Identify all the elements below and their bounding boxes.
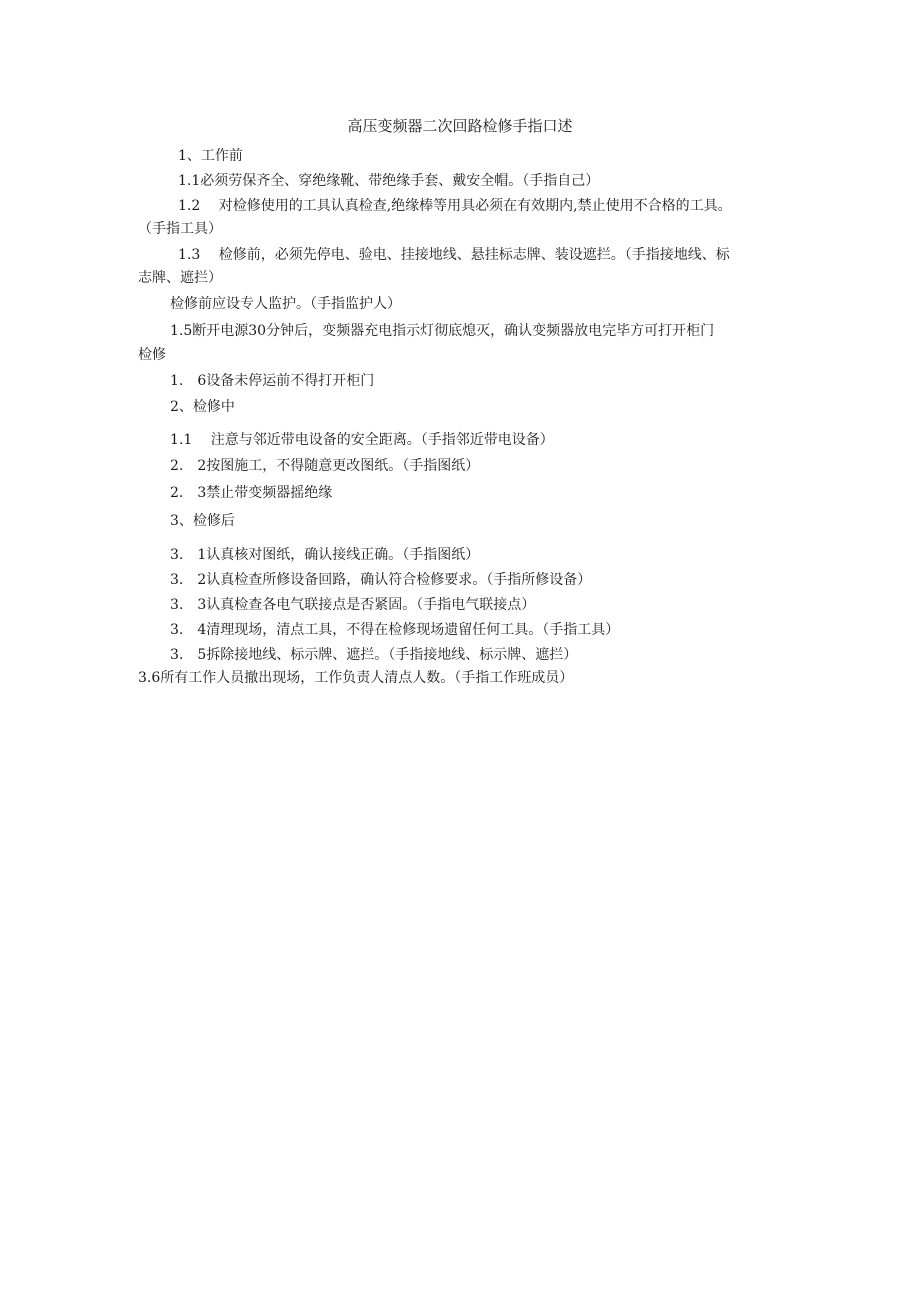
list-item-1-3-cont: 志牌、遮拦） xyxy=(138,270,222,286)
list-item-1-2-cont: （手指工具） xyxy=(138,221,222,237)
list-item-3-6: 3.6所有工作人员撤出现场，工作负责人清点人数。（手指工作班成员） xyxy=(138,670,574,686)
list-item-3-4: 3. 4清理现场，清点工具，不得在检修现场遗留任何工具。（手指工具） xyxy=(170,622,620,638)
list-item-2-3: 2. 3禁止带变频器摇绝缘 xyxy=(170,485,333,501)
list-item-3-2: 3. 2认真检查所修设备回路，确认符合检修要求。（手指所修设备） xyxy=(170,572,592,588)
list-item-3-5: 3. 5拆除接地线、标示牌、遮拦。（手指接地线、标示牌、遮拦） xyxy=(170,647,578,663)
list-item-1-3: 1.3 检修前，必须先停电、验电、挂接地线、悬挂标志牌、装设遮拦。（手指接地线、标 xyxy=(178,247,730,263)
list-item-1-1: 1.1必须劳保齐全、穿绝缘靴、带绝缘手套、戴安全帽。（手指自己） xyxy=(178,173,600,189)
list-item-3-3: 3. 3认真检查各电气联接点是否紧固。（手指电气联接点） xyxy=(170,597,536,613)
list-item-1-5-cont: 检修 xyxy=(138,347,166,363)
list-item-1-5: 1.5断开电源30分钟后，变频器充电指示灯彻底熄灭，确认变频器放电完毕方可打开柜门 xyxy=(170,323,715,339)
section-heading-after-work: 3、检修后 xyxy=(170,513,235,529)
list-item-2-1: 1.1 注意与邻近带电设备的安全距离。（手指邻近带电设备） xyxy=(170,432,554,448)
list-item-3-1: 3. 1认真核对图纸，确认接线正确。（手指图纸） xyxy=(170,547,480,563)
section-heading-before-work: 1、工作前 xyxy=(178,148,243,164)
section-heading-during-work: 2、检修中 xyxy=(170,399,235,415)
list-item-2-2: 2. 2按图施工，不得随意更改图纸。（手指图纸） xyxy=(170,458,480,474)
list-item-supervision: 检修前应设专人监护。（手指监护人） xyxy=(170,296,401,312)
list-item-1-2: 1.2 对检修使用的工具认真检查,绝缘棒等用具必须在有效期内,禁止使用不合格的工具。 xyxy=(178,198,732,214)
document-title: 高压变频器二次回路检修手指口述 xyxy=(347,117,573,135)
list-item-1-6: 1. 6设备未停运前不得打开柜门 xyxy=(170,373,375,389)
